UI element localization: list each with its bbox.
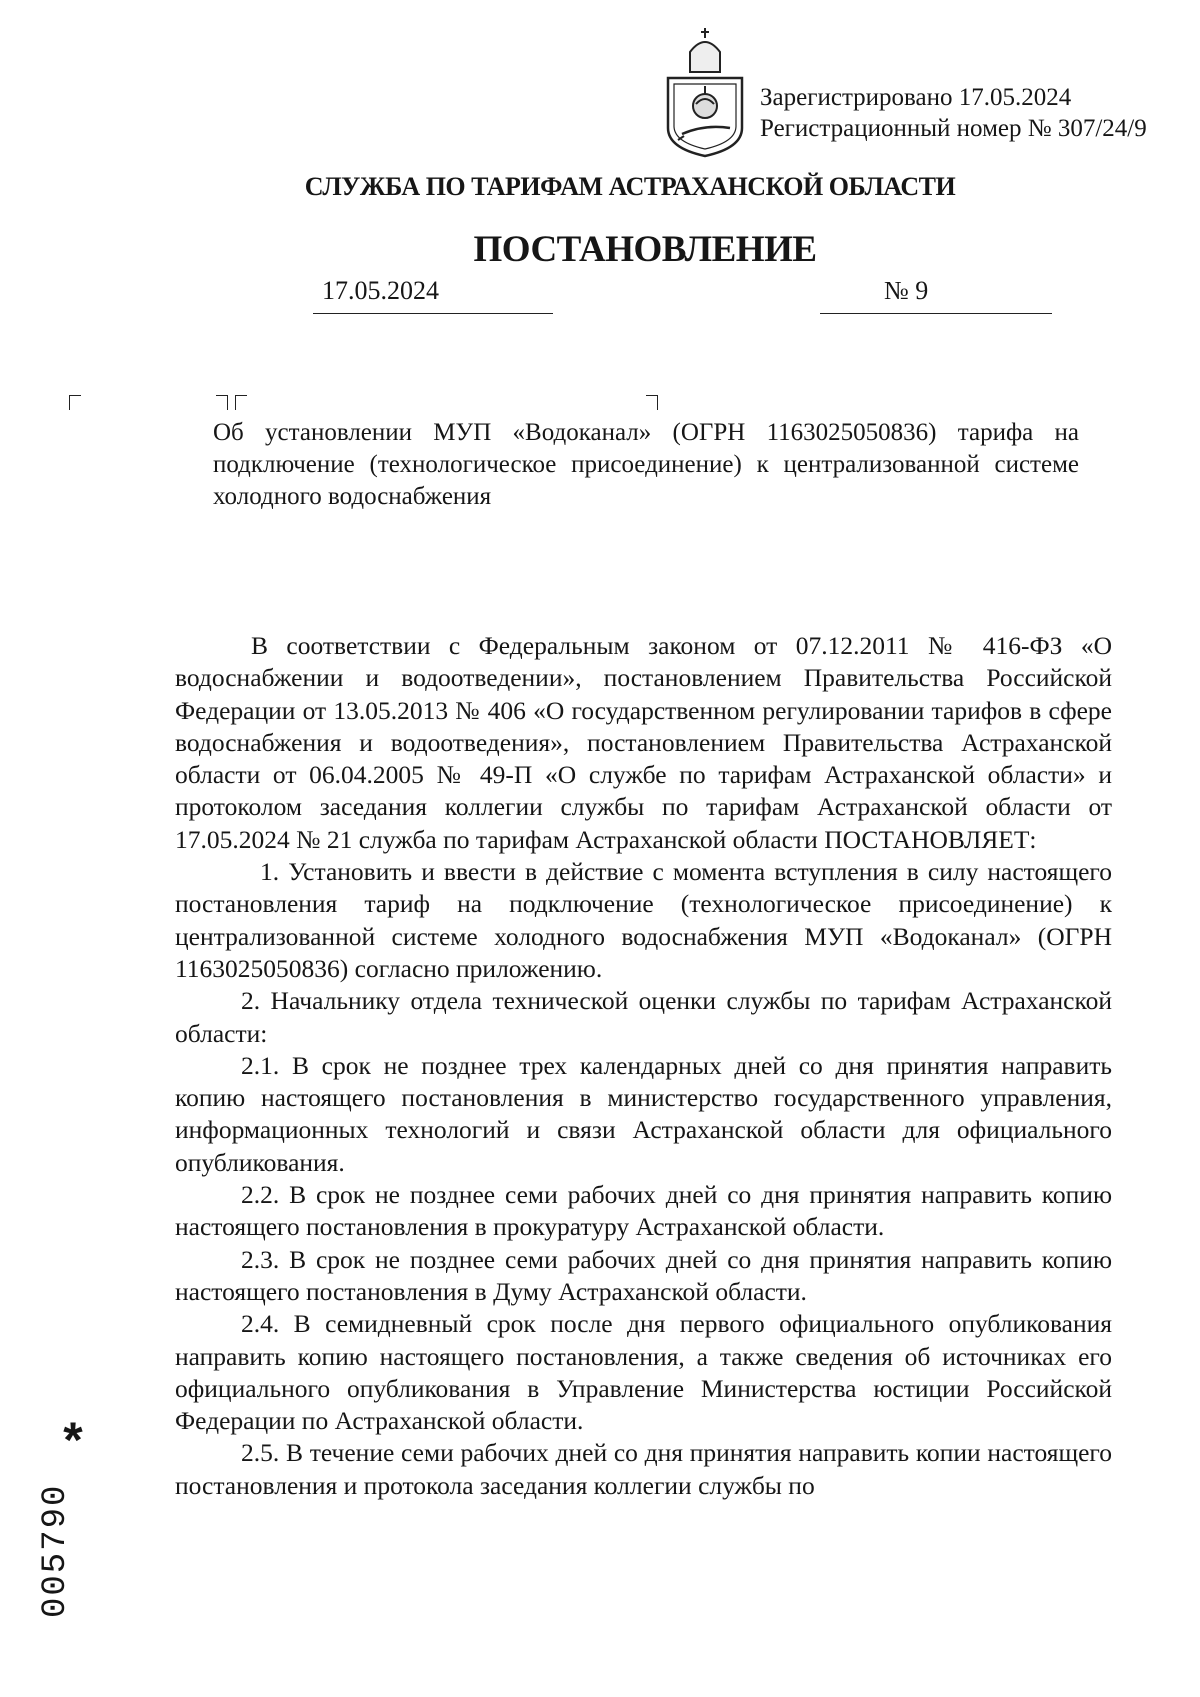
registration-block xyxy=(760,82,1147,144)
stamp-asterisk: * xyxy=(58,1418,89,1475)
clause-2-1: 2.1. В срок не позднее трех календарных дней со дня принятия направить копию настоящего постановления в министерство государственного управления, информационных технологий и связи Астраханской области для официального опубликования. xyxy=(175,1050,1112,1177)
number-underline xyxy=(820,313,1052,314)
clause-2: 2. Начальнику отдела технической оценки службы по тарифам Астраханской области: xyxy=(175,986,1112,1048)
clause-2-5: 2.5. В течение семи рабочих дней со дня принятия направить копии настоящего постановления и протокола заседания коллегии службы по xyxy=(175,1438,1112,1500)
agency-name: СЛУЖБА ПО ТАРИФАМ АСТРАХАНСКОЙ ОБЛАСТИ xyxy=(304,172,956,201)
registration-number: Регистрационный номер № 307/24/9 xyxy=(760,115,1147,142)
corner-bracket-subject-right xyxy=(216,395,228,410)
document-subject: Об установлении МУП «Водоканал» (ОГРН 1163025050836) тарифа на подключение (технологическое присоединение) к централизованной системе холодного водоснабжения xyxy=(213,419,1079,510)
document-type: ПОСТАНОВЛЕНИЕ xyxy=(473,229,817,270)
corner-bracket-subject-left xyxy=(235,395,247,410)
registration-date: Зарегистрировано 17.05.2024 xyxy=(760,84,1072,111)
preamble-paragraph: В соответствии с Федеральным законом от 07.12.2011 № 416-ФЗ «О водоснабжении и водоотведении», постановлением Правительства Российской Федерации от 13.05.2013 № 406 «О государственном регулировании тарифов в сфере водоснабжения и водоотведения», постановлением Правительства Астраханской области от 06.04.2005 № 49-П «О службе по тарифам Астраханской области» и протоколом заседания коллегии службы по тарифам Астраханской области от 17.05.2024 № 21 служба по тарифам Астраханской области ПОСТАНОВЛЯЕТ: xyxy=(175,631,1112,854)
clause-2-4: 2.4. В семидневный срок после дня первого официального опубликования направить копию настоящего постановления, а также сведения об источниках его официального опубликования в Управление Министерства юстиции Российской Федерации по Астраханской области. xyxy=(175,1309,1112,1436)
clause-1: 1. Установить и ввести в действие с момента вступления в силу настоящего постановления тариф на подключение (технологическое присоединение) к централизованной системе холодного водоснабжения МУП «Водоканал» (ОГРН 1163025050836) согласно приложению. xyxy=(175,857,1112,983)
corner-bracket-right xyxy=(646,395,658,410)
clause-2-2: 2.2. В срок не позднее семи рабочих дней со дня принятия направить копию настоящего постановления в прокуратуру Астраханской области. xyxy=(175,1180,1112,1242)
clause-2-3: 2.3. В срок не позднее семи рабочих дней со дня принятия направить копию настоящего постановления в Думу Астраханской области. xyxy=(175,1244,1112,1306)
document-number: № 9 xyxy=(884,276,929,305)
coat-of-arms-emblem xyxy=(660,24,750,160)
document-date: 17.05.2024 xyxy=(322,276,439,305)
document-body xyxy=(175,630,1112,1502)
date-underline xyxy=(313,313,553,314)
corner-bracket-left xyxy=(69,395,81,410)
stamp-number: 005790 xyxy=(37,1483,75,1618)
